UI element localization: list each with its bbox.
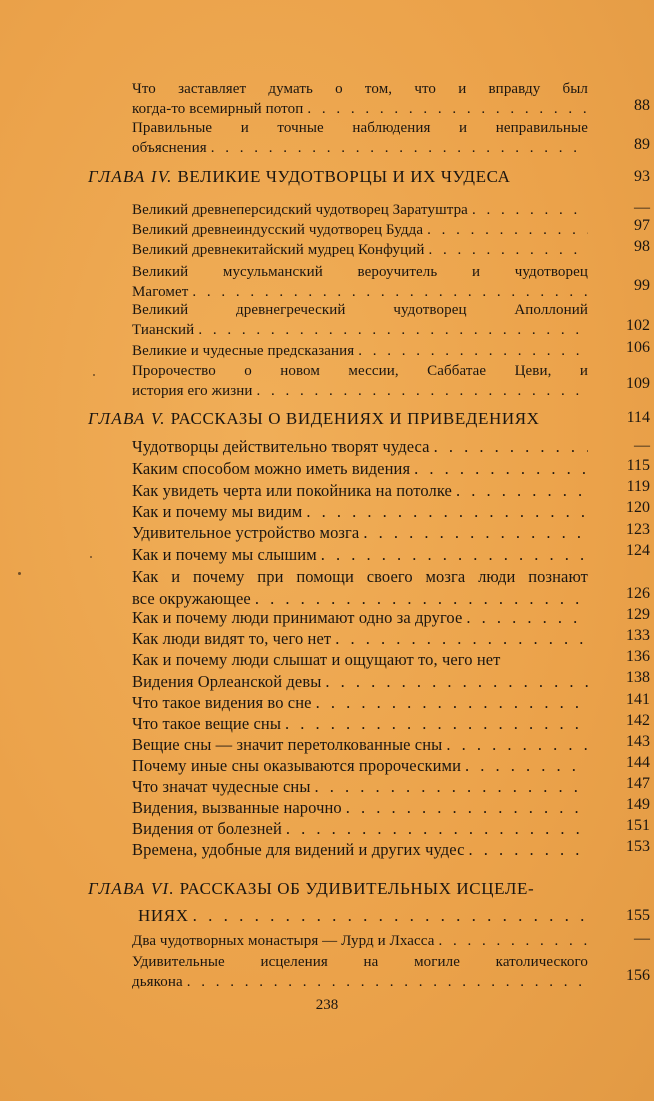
leader-dots [359,522,588,544]
page-number: 143 [626,733,650,750]
leader-dots [302,501,588,523]
entry-line: когда-то всемирный потоп [132,101,304,117]
leader-dots [342,797,588,819]
entry-line: Магомет [132,284,189,300]
entry-line: Великий древнеперсидский чудотворец Заратуштра [132,202,468,218]
entry-line: Удивительные исцеления на могиле католического [132,954,588,970]
chapter-heading-continued [138,905,588,927]
entry-line: Удивительное устройство мозга [132,523,360,542]
page-number: 102 [626,317,650,334]
chapter-label: ГЛАВА IV. [88,167,173,186]
toc-entry [132,607,588,629]
entry-line: Великий древнекитайский мудрец Конфуций [132,242,425,258]
leader-dots [303,99,588,119]
page-number: 142 [626,712,650,729]
leader-dots [425,240,588,260]
entry-line: Великий мусульманский вероучитель и чудотворец [132,264,588,280]
entry-line: Как люди видят то, чего нет [132,629,332,648]
paper-speck [93,374,95,376]
page-number: 124 [626,542,650,559]
leader-dots [331,628,588,650]
leader-dots [452,480,588,502]
entry-line: Правильные и точные наблюдения и неправильные [132,120,588,136]
leader-dots [252,381,588,401]
entry-line: Что заставляет думать о том, что и вправду был [132,81,588,97]
entry-line: Что такое видения во сне [132,693,312,712]
toc-entry [132,671,588,693]
entry-line: Как и почему люди принимают одно за другое [132,608,463,627]
entry-line: Что такое вещие сны [132,714,282,733]
toc-entry [132,797,588,819]
page-number: 106 [626,339,650,356]
paper-speck [18,572,21,575]
leader-dots [282,818,588,840]
entry-line: объяснения [132,140,207,156]
chapter-title: ВЕЛИКИЕ ЧУДОТВОРЦЫ И ИХ ЧУДЕСА [177,167,511,186]
chapter-title: РАССКАЗЫ О ВИДЕНИЯХ И ПРИВЕДЕНИЯХ [170,409,540,428]
page-number: 89 [634,136,650,153]
page-number: — [634,930,650,947]
page-number: 99 [634,277,650,294]
leader-dots [311,776,589,798]
chapter-heading [88,166,588,188]
entry-line: все окружающее [132,589,251,608]
page-number: 149 [626,796,650,813]
toc-entry [132,692,588,714]
toc-entry [132,839,588,861]
entry-line: Чудотворцы действительно творят чудеса [132,437,430,456]
page-number: 155 [626,907,650,924]
toc-entry [132,501,588,523]
page-number: 93 [634,168,650,185]
leader-dots [321,671,588,693]
entry-line: Видения, вызванные нарочно [132,798,342,817]
page-folio-number: 238 [315,997,339,1013]
page-number: 97 [634,217,650,234]
leader-dots [442,734,588,756]
page-number: 147 [626,775,650,792]
toc-entry [132,480,588,502]
entry-line: Как и почему мы слышим [132,545,317,564]
page-number: 119 [626,478,650,495]
toc-entry [132,458,588,480]
entry-line: Великий древнеиндусский чудотворец Будда [132,222,424,238]
leader-dots [434,931,588,951]
page-number: 156 [626,967,650,984]
page-number: 133 [626,627,650,644]
entry-line: Почему иные сны оказываются пророческими [132,756,462,775]
entry-line: история его жизни [132,383,253,399]
page-number: 114 [626,409,650,426]
entry-line: Видения Орлеанской девы [132,672,322,691]
toc-entry [132,522,588,544]
entry-line: Великий древнегреческий чудотворец Аполлоний [132,302,588,318]
toc-entry [132,931,588,951]
leader-dots [462,607,588,629]
leader-dots [281,713,588,735]
page-number: 126 [626,585,650,602]
entry-line: Как и почему люди слышат и ощущают то, чего нет [132,650,501,669]
leader-dots [188,282,588,302]
entry-line: Времена, удобные для видений и других чудес [132,840,465,859]
leader-dots [312,692,588,714]
chapter-heading [88,408,588,430]
toc-entry [132,240,588,260]
leader-dots [194,320,588,340]
leader-dots [317,544,588,566]
toc-entry [132,628,588,650]
entry-line: Пророчество о новом мессии, Саббатае Цеви, и [132,363,588,379]
page-number: 123 [626,521,650,538]
leader-dots [461,755,588,777]
entry-line: Тианский [132,322,195,338]
toc-entry [132,713,588,735]
page-number: 115 [626,457,650,474]
leader-dots [423,220,588,240]
toc-entry [132,200,588,220]
entry-line: Каким способом можно иметь видения [132,459,411,478]
page-number: 151 [626,817,650,834]
page-number: — [634,437,650,454]
chapter-label: ГЛАВА VI. [88,879,175,898]
page-number: 98 [634,238,650,255]
leader-dots [189,905,588,927]
toc-entry [132,776,588,798]
toc-entry [132,300,588,340]
toc-entry [132,566,588,610]
leader-dots [465,839,588,861]
entry-line: Что значат чудесные сны [132,777,311,796]
entry-line: дьякона [132,974,183,990]
toc-entry [132,361,588,401]
leader-dots [183,972,588,992]
page-number: 153 [626,838,650,855]
toc-entry [132,341,588,361]
page-number: 138 [626,669,650,686]
page-number: 141 [626,691,650,708]
paper-speck [90,556,92,558]
toc-entry [132,436,588,458]
leader-dots [207,138,588,158]
entry-line: Видения от болезней [132,819,282,838]
entry-line: Как и почему мы видим [132,502,303,521]
toc-entry [132,544,588,566]
leader-dots [410,458,588,480]
page-number: — [634,199,650,216]
toc-entry [132,755,588,777]
toc-entry [132,952,588,992]
page-number: 136 [626,648,650,665]
entry-line: Вещие сны — значит перетолкованные сны [132,735,443,754]
page-number: 109 [626,375,650,392]
chapter-label: ГЛАВА V. [88,409,166,428]
page-number: 144 [626,754,650,771]
chapter-heading [88,878,588,900]
toc-entry [132,649,588,671]
page-number: 129 [626,606,650,623]
entry-line: Как и почему при помощи своего мозга люди познают [132,567,588,586]
toc-entry [132,818,588,840]
leader-dots [468,200,588,220]
entry-line: Два чудотворных монастыря — Лурд и Лхасса [132,933,435,949]
chapter-title: РАССКАЗЫ ОБ УДИВИТЕЛЬНЫХ ИСЦЕЛЕ- [179,879,535,898]
toc-entry [132,220,588,240]
toc-entry [132,734,588,756]
chapter-title: НИЯХ [138,906,189,925]
entry-line: Великие и чудесные предсказания [132,343,355,359]
toc-entry [132,118,588,158]
entry-line: Как увидеть черта или покойника на потолке [132,481,452,500]
toc-entry [132,262,588,302]
toc-entry [132,79,588,119]
leader-dots [354,341,588,361]
page-number: 120 [626,499,650,516]
page-number: 88 [634,97,650,114]
leader-dots [430,436,588,458]
